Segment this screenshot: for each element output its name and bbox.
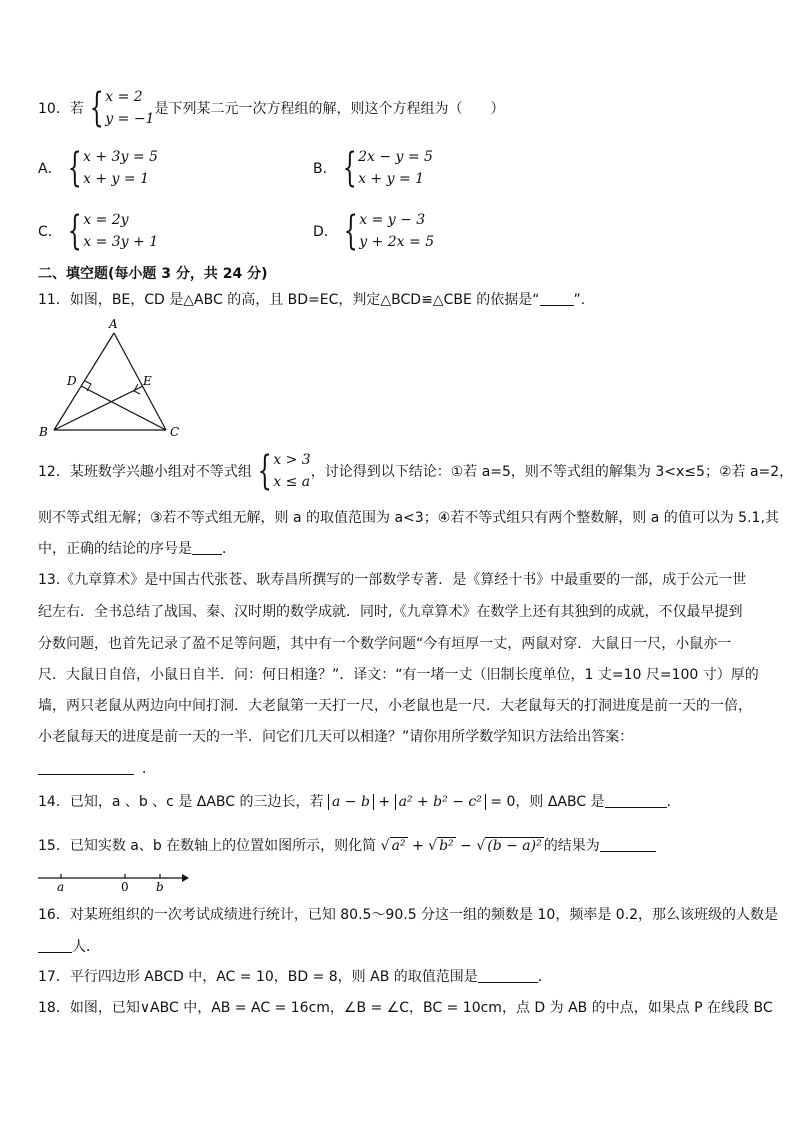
q12-post: ，讨论得到以下结论：①若 a=5，则不等式组的解集为 3<x≤5；②若 a=2， — [310, 464, 794, 480]
q10-cond-1: x = 2 — [105, 89, 143, 105]
q13-line2: 纪左右．全书总结了战国、秦、汉时期的数学成就．同时,《九章算术》在数学上还有其独到的成就，不仅最早提到 — [38, 604, 743, 620]
side-ac — [114, 333, 166, 430]
q12-line2: 则不等式组无解；③若不等式组无解，则 a 的取值范围为 a<3；④若不等式组只有两个整数解，则 a 的值可以为 5.1,其 — [38, 510, 779, 526]
equation: x = y − 3 — [359, 212, 426, 228]
q14-end: . — [666, 794, 672, 810]
minus-sign: − — [460, 838, 472, 854]
option-label: C． — [38, 224, 62, 240]
option-label: D． — [313, 224, 338, 240]
q15-post: 的结果为 — [543, 838, 600, 854]
right-angle-mark-d — [85, 381, 91, 391]
brace-icon: { — [89, 85, 104, 131]
plus-sign: + — [378, 794, 391, 810]
abs-expression: a² + b² − c² — [395, 794, 486, 810]
q13-line4: 尺．大鼠日自倍，小鼠日自半．问：何日相逢？”．译文：“有一堵一丈（旧制长度单位，1 丈=10 尺=100 寸）厚的 — [38, 667, 759, 683]
q17-text: 17．平行四边形 ABCD 中，AC = 10，BD = 8，则 AB 的取值范围是 — [38, 969, 478, 985]
q10-option-c[interactable] — [38, 209, 158, 253]
q10-option-b[interactable] — [313, 146, 433, 190]
q14-pre: 14．已知，a 、b 、c 是 ΔABC 的三边长，若 — [38, 794, 324, 810]
equation: x + y = 1 — [358, 171, 425, 187]
inequality: x ≤ a — [273, 474, 311, 490]
q11-triangle-figure — [34, 315, 184, 441]
q14-stem — [38, 791, 758, 813]
inequality: x > 3 — [273, 452, 311, 468]
q15-stem — [38, 835, 758, 857]
q10-cond-2: y = −1 — [105, 111, 155, 127]
answer-blank[interactable] — [478, 968, 538, 983]
brace-icon: { — [342, 145, 357, 191]
q11-stem — [38, 289, 758, 311]
q13-line5: 墙，两只老鼠从两边向中间打洞．大老鼠第一天打一尺，小老鼠也是一尺．大老鼠每天的打洞进度是前一天的一倍， — [38, 698, 752, 714]
q15-pre: 15．已知实数 a、b 在数轴上的位置如图所示，则化简 — [38, 838, 377, 854]
q16-line1: 16．对某班组织的一次考试成绩进行统计，已知 80.5～90.5 分这一组的频数是 10，频率是 0.2，那么该班级的人数是 — [38, 907, 779, 923]
sqrt-icon: √ — [380, 838, 390, 854]
q12-line3-end: ． — [222, 541, 236, 557]
answer-blank[interactable] — [38, 760, 134, 775]
altitude-cd — [81, 386, 166, 430]
plus-sign: + — [411, 838, 424, 854]
q10-condition-system — [84, 86, 155, 130]
equation: y + 2x = 5 — [359, 234, 435, 250]
brace-icon: { — [67, 145, 82, 191]
section-title: 二、填空题(每小题 3 分，共 24 分) — [38, 266, 268, 282]
q14-eq: = 0，则 ΔABC 是 — [485, 794, 605, 810]
label-b: B — [39, 425, 48, 439]
number-line-figure — [36, 868, 192, 894]
q17-end: ． — [537, 969, 552, 985]
label-a: A — [109, 317, 118, 331]
answer-blank[interactable] — [600, 837, 656, 852]
equation: x = 2y — [83, 212, 129, 228]
q13-line3: 分数问题，也首先记录了盈不足等问题，其中有一个数学问题“今有垣厚一丈，两鼠对穿．大鼠日一尺，小鼠亦一 — [38, 636, 732, 652]
axis-label-a: a — [57, 880, 65, 894]
option-label: A． — [38, 161, 62, 177]
sqrt-icon: √ — [428, 838, 438, 854]
equation: x = 3y + 1 — [83, 234, 159, 250]
abs-expression: a − b — [328, 794, 374, 810]
equation: 2x − y = 5 — [358, 149, 433, 165]
brace-icon: { — [67, 208, 82, 254]
brace-icon: { — [343, 208, 358, 254]
q12-line3-text: 中，正确的结论的序号是 — [38, 541, 192, 557]
q13-line1: 13.《九章算术》是中国古代张苍、耿寿昌所撰写的一部数学专著．是《算经十书》中最重要的一部，成于公元一世 — [38, 572, 747, 588]
label-d: D — [67, 374, 77, 388]
q11-text-end: ”. — [573, 292, 586, 308]
arrow-icon — [182, 874, 189, 882]
equation: x + 3y = 5 — [83, 149, 158, 165]
q10-stem-post: 是下列某二元一次方程组的解，则这个方程组为（ ） — [154, 101, 505, 117]
brace-icon: { — [257, 448, 272, 494]
q16-line2 — [38, 936, 758, 958]
radicand: (b − a)² — [487, 838, 542, 854]
q12-line1 — [38, 449, 793, 493]
label-c: C — [170, 425, 180, 439]
sqrt-icon: √ — [476, 838, 486, 854]
q12-pre: 12．某班数学兴趣小组对不等式组 — [38, 464, 252, 480]
q13-line6: 小老鼠每天的进度是前一天的一半．问它们几天可以相逢？”请你用所学数学知识方法给出答案： — [38, 729, 634, 745]
q10-option-d[interactable] — [313, 209, 434, 253]
q10-option-a[interactable] — [38, 146, 158, 190]
q10-stem-pre: 10．若 — [38, 101, 84, 117]
answer-blank[interactable] — [38, 938, 72, 953]
q17-stem — [38, 966, 758, 988]
q13-end: ． — [142, 761, 156, 777]
answer-blank[interactable] — [540, 291, 574, 306]
answer-blank[interactable] — [192, 540, 222, 555]
option-label: B． — [313, 161, 337, 177]
q18-stem: 18．如图，已知∨ABC 中，AB = AC = 16cm，∠B = ∠C，BC = 10cm，点 D 为 AB 的中点，如果点 P 在线段 BC — [38, 1000, 773, 1016]
q16-end: 人． — [72, 939, 100, 955]
radicand: b² — [439, 838, 454, 854]
axis-label-b: b — [156, 880, 164, 894]
label-e: E — [143, 374, 152, 388]
q11-text: 11．如图，BE，CD 是△ABC 的高，且 BD=EC，判定△BCD≌△CBE 的依据是“ — [38, 292, 540, 308]
radicand: a² — [391, 838, 406, 854]
equation: x + y = 1 — [83, 171, 150, 187]
q13-line7 — [38, 758, 758, 780]
q12-line3 — [38, 538, 758, 560]
q10-stem — [38, 86, 504, 130]
answer-blank[interactable] — [605, 793, 667, 808]
axis-label-0: 0 — [121, 880, 129, 894]
